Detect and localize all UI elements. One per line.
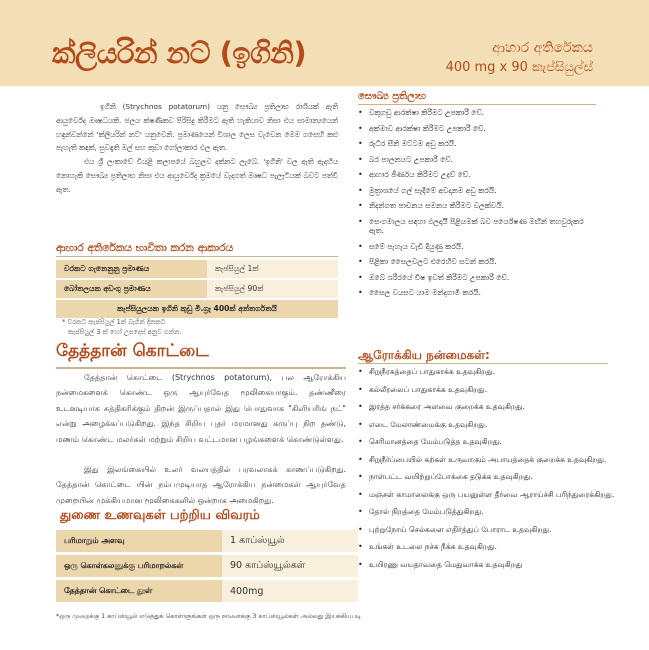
product-subtitle: ආහාර අතිරේකය	[492, 40, 593, 56]
list-item: • மஞ்சள் காமாலைக்கு ஒரு பயனுள்ள தீர்வை ஆராய்ச்சி பரிந்துரைக்கிறது.	[358, 489, 615, 499]
table-key: ஒரு கொள்கலனுக்கு பரிமாறல்கள்	[56, 554, 222, 579]
sinhala-usage-table	[56, 260, 338, 320]
list-item: • අක්මාව ආරක්ෂා කිරීමට උපකාරී වේ.	[358, 123, 486, 133]
table-value: කැප්සියුල් 90ක්	[207, 279, 338, 299]
table-footer: කැප්සියුලයක ඉගිනි කුඩු මි.ග්‍රෑ 400ක් අන්තර්ගතයි	[56, 299, 338, 319]
list-item: • පිළිකා සෛලවලට එරෙහිව සටන් කරයි.	[358, 257, 497, 266]
list-item: • உயிரணு வயதாவதை மெதுவாக்க உதவுகிறது	[358, 559, 523, 569]
list-item: • සෙංගමාලය සඳහා ඵලදායී පිළියමක් බව පර්යේෂණ මඟින් තහවුරුකර ඇත.	[358, 216, 584, 235]
table-key: தேத்தான் கொட்டை தூள்	[56, 579, 222, 604]
tamil-benefits-list	[358, 367, 620, 569]
tamil-usage-note: *ஒரு முறைக்கு 1 காப்ஸ்யூல் எடுத்துக் கொள்ளுங்கள் ஒரு நாளைக்கு 3 காப்ஸ்யூல்கள் அல்லது இயக்கியபடி	[56, 613, 362, 620]
divider	[56, 367, 346, 369]
list-item: • සෛල වයසට යාම මන්දගාමී කරයි.	[358, 288, 481, 297]
table-value: 90 காப்ஸ்யூல்கள்	[222, 554, 358, 579]
list-item: • தோல் நிறத்தை மேம்படுத்துகிறது.	[358, 507, 484, 516]
list-item: • සමේ පැහැය වැඩි දියුණු කරයි.	[358, 241, 464, 251]
divider	[358, 104, 596, 105]
list-item: • புற்றுநோய் செல்களை எதிர்த்துப் போராட உதவுகிறது.	[358, 524, 552, 534]
sinhala-intro-para: එය ශ්‍රී ලංකාවේ වියළි කලාපයේ බහුලව දක්නට ලැබේ. 'ඉගිනි' වල ඇති ඇදහිය නොහැකි සෞඛ්‍ය ප්‍රතිලාභ නිසා එය ආයුර්වේද ක්‍රමයේ වැදගත් ඖෂධ පැලෑටියක් බවට පත්වී ඇත.	[56, 157, 338, 194]
table-row	[56, 299, 338, 319]
tamil-intro-para: தேத்தான் கொட்டை (Strychnos potatorum), பல ஆரோக்கிய நன்மைகளைக் கொண்ட ஒரு ஆயுர்வேத மூலிகையாகும். தண்ணீரை உடனடியாக சுத்திகரிக்கும் திறன் இருப்பதால் இது பொதுவாக "கிளியரிங் நட்" என்று அழைக்கப்படுகிறது. இந்த சிறிய புதர் மரமானது கருப்பு நிற தண்டு, மணம் கொண்ட மலர்கள் மற்றும் சிறிய வட்டமான பழங்களைக் கொண்டுள்ளது.	[56, 373, 346, 444]
table-value: 1 காப்ஸ்யூல்	[222, 530, 358, 554]
list-item: • நாள்பட்ட வயிற்றுப்போக்கை தடுக்க உதவுகிறது.	[358, 472, 533, 481]
table-key: பரிமாறும் அளவு	[56, 530, 222, 554]
list-item: • ආහාර ජීර්ණය කිරීමට උදව් වේ.	[358, 170, 471, 179]
list-item: • கல்லீரலைப் பாதுகாக்க உதவுகிறது.	[358, 384, 488, 394]
table-row	[56, 279, 338, 299]
sinhala-intro	[56, 100, 338, 197]
sinhala-intro-para: ඉගිනි (Strychnos potatorum) යනු සෞඛ්‍ය ප්‍රතිලාභ රාශියක් ඇති ආයුර්වේද ඖෂධයකි. ජලය ක්ෂණිකව පිරිසිදු කිරීමට ඇති හැකියාව නිසා එය සාමාන්‍යයෙන් හඳුන්වන්නේ 'ක්ලියරින් නට්' යනුවෙනි. ප්‍රමාණයෙන් විශාල ලෙස වැවෙන මෙම ගසෙහි කළු පැහැති කඳක්, සුවඳැති මල් සහ කුඩා ගෝලාකාර ඵල ඇත.	[56, 102, 338, 153]
list-item: • எடை மேலாண்மைக்கு உதவுகிறது.	[358, 419, 488, 429]
product-title: ක්ලියරින් නට් (ඉගිනි)	[52, 36, 307, 70]
divider	[358, 363, 608, 364]
tamil-intro-para: இது இலங்கையில் உலர் வலயத்தில் பரவலாகக் காணப்படுகிறது. தேத்தான் கொட்டை யின் நம்பமுடியாத ஆரோக்கிய நன்மைகள் ஆயுர்வேத முறையின் முக்கியமான மூலிகைகளில் ஒன்றாக அமைகிறது.	[56, 465, 346, 505]
table-value: 400mg	[222, 579, 358, 604]
note-line: කැප්සියුල් 3 ක් හෝ උපදෙස් අනුව ගන්න.	[68, 328, 182, 336]
table-key: බෝතලයක අඩංගු ප්‍රමාණය	[56, 279, 207, 299]
note-line: * වරකට කැප්සියුල් 1ක් බැගින් දිනකට	[62, 318, 166, 326]
list-item: • නිදන්ගත පාචනය සමනය කිරීමට වලක්වයි.	[358, 201, 504, 210]
tamil-usage-title: துணை உணவுகள் பற்றிய விவரம்	[60, 508, 260, 523]
list-item: • செரிமானத்தை மேம்படுத்த உதவுகிறது.	[358, 437, 502, 446]
list-item: • இரத்த சர்க்கரை அளவை குறைக்க உதவுகிறது.	[358, 402, 525, 411]
list-item: • ඔබේ ශරීරයේ විෂ ඉවත් කිරීමට උපකාරී වේ.	[358, 272, 510, 282]
table-row	[56, 554, 358, 579]
table-row	[56, 530, 358, 554]
list-item: • உங்கள் உடலை நச்சு நீக்க உதவுகிறது.	[358, 542, 497, 551]
tamil-title: தேத்தான் கொட்டை	[56, 341, 209, 361]
sinhala-benefits-title: සෞඛ්‍ය ප්‍රතිලාභ	[358, 91, 426, 102]
list-item: • சிறுநீரகத்தைப் பாதுகாக்க உதவுகிறது.	[358, 367, 496, 376]
sinhala-usage-note	[62, 317, 181, 337]
tamil-usage-table	[56, 530, 358, 605]
tamil-benefits-title: ஆரோக்கிய நன்மைகள்:	[358, 348, 490, 362]
table-row	[56, 260, 338, 279]
sinhala-benefits-list	[358, 108, 598, 298]
header-band	[0, 0, 649, 86]
product-dosage: 400 mg x 90 කැප්සියුල්ස්	[445, 60, 593, 75]
table-value: කැප්සියුල් 1ක්	[207, 260, 338, 279]
divider	[56, 256, 338, 257]
list-item: • මුත්‍රාශයේ ගල් සෑදීමේ අවදානම අඩු කරයි.	[358, 185, 497, 195]
tamil-intro	[56, 370, 346, 447]
table-row	[56, 579, 358, 604]
list-item: • රුධිර සීනි මට්ටම අඩු කරයි.	[358, 139, 457, 148]
list-item: • சிறுநீர்ப்பையில் கற்கள் உருவாகும் அபாயத்தைக் குறைக்க உதவுகிறது.	[358, 454, 607, 464]
list-item: • බර පාලනයට උපකාරී වේ.	[358, 154, 453, 164]
sinhala-usage-title: ආහාර අතිරේකය භාවිතා කරන ආකාරය	[56, 242, 234, 254]
tamil-intro-2	[56, 462, 346, 508]
list-item: • වකුගඩු ආරක්ෂා කිරීමට උපකාරී වේ.	[358, 108, 485, 117]
table-key: වරකට ගැනෙනුනු ප්‍රමාණය	[56, 260, 207, 279]
